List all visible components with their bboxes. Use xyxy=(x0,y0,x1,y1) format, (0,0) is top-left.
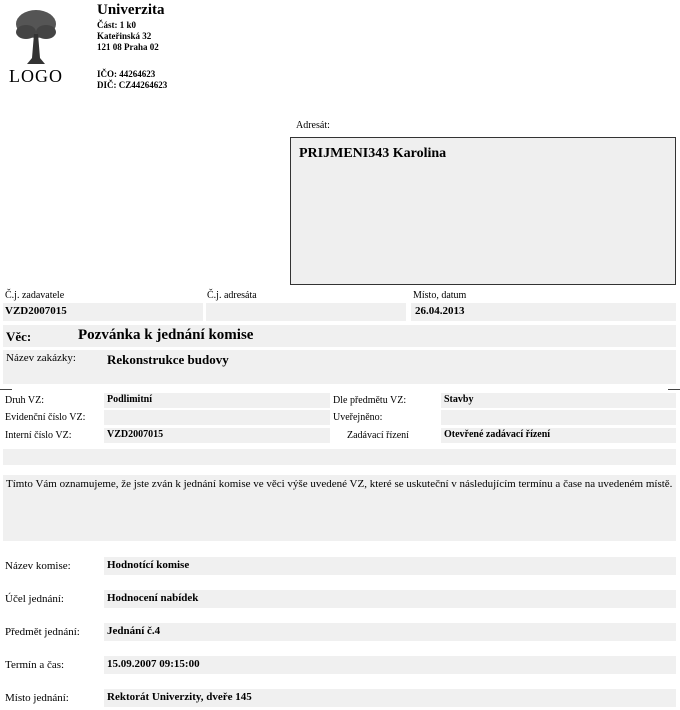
ref-adresat-label: Č.j. adresáta xyxy=(207,290,257,301)
predmet-value: Stavby xyxy=(441,393,676,408)
meeting-value: Hodnocení nabídek xyxy=(104,590,676,608)
subject-value: Pozvánka k jednání komise xyxy=(78,327,254,343)
org-line: Kateřinská 32 xyxy=(97,31,152,41)
org-line: 121 08 Praha 02 xyxy=(97,42,159,52)
ref-zadavatel-value: VZD2007015 xyxy=(3,303,203,321)
body-text: Tímto Vám oznamujeme, že jste zván k jednání komise ve věci výše uvedené VZ, které se uskuteční v následujícím termínu a čase na uvedeném místě. xyxy=(6,478,673,490)
addressee-box xyxy=(290,137,676,285)
uverejneno-value xyxy=(441,410,676,425)
druh-value: Podlimitní xyxy=(104,393,330,408)
fold-mark-left xyxy=(0,389,12,390)
uverejneno-label: Uveřejněno: xyxy=(333,412,383,423)
org-dic: DIČ: CZ44264623 xyxy=(97,80,168,90)
meeting-value: Rektorát Univerzity, dveře 145 xyxy=(104,689,676,707)
addressee-name: PRIJMENI343 Karolina xyxy=(299,146,447,161)
meeting-value: Jednání č.4 xyxy=(104,623,676,641)
evid-value xyxy=(104,410,330,425)
meeting-label: Předmět jednání: xyxy=(5,626,80,638)
meeting-label: Místo jednání: xyxy=(5,692,69,704)
ref-adresat-value xyxy=(206,303,406,321)
spacer-bar xyxy=(3,449,676,465)
org-line: Část: 1 k0 xyxy=(97,20,137,30)
meeting-label: Termín a čas: xyxy=(5,659,65,671)
org-ico: IČO: 44264623 xyxy=(97,69,156,79)
tree-logo-icon xyxy=(12,8,60,66)
rizeni-value: Otevřené zadávací řízení xyxy=(441,428,676,443)
evid-label: Evidenční číslo VZ: xyxy=(5,412,86,423)
druh-label: Druh VZ: xyxy=(5,395,44,406)
contract-row xyxy=(3,350,676,384)
logo-text: LOGO xyxy=(9,66,63,86)
meeting-value: 15.09.2007 09:15:00 xyxy=(104,656,676,674)
meeting-label: Název komise: xyxy=(5,560,71,572)
contract-label: Název zakázky: xyxy=(6,352,76,364)
interni-label: Interní číslo VZ: xyxy=(5,430,72,441)
rizeni-label: Zadávací řízení xyxy=(347,430,409,441)
interni-value: VZD2007015 xyxy=(104,428,330,443)
addressee-label: Adresát: xyxy=(296,120,330,131)
org-name: Univerzita xyxy=(97,2,165,18)
fold-mark-right xyxy=(668,389,680,390)
ref-zadavatel-label: Č.j. zadavatele xyxy=(5,290,65,301)
meeting-label: Účel jednání: xyxy=(5,593,64,605)
contract-value: Rekonstrukce budovy xyxy=(107,352,229,367)
predmet-label: Dle předmětu VZ: xyxy=(333,395,407,406)
ref-misto-value: 26.04.2013 xyxy=(411,303,676,321)
meeting-value: Hodnotící komise xyxy=(104,557,676,575)
ref-misto-label: Místo, datum xyxy=(413,290,467,301)
subject-label: Věc: xyxy=(6,329,32,344)
